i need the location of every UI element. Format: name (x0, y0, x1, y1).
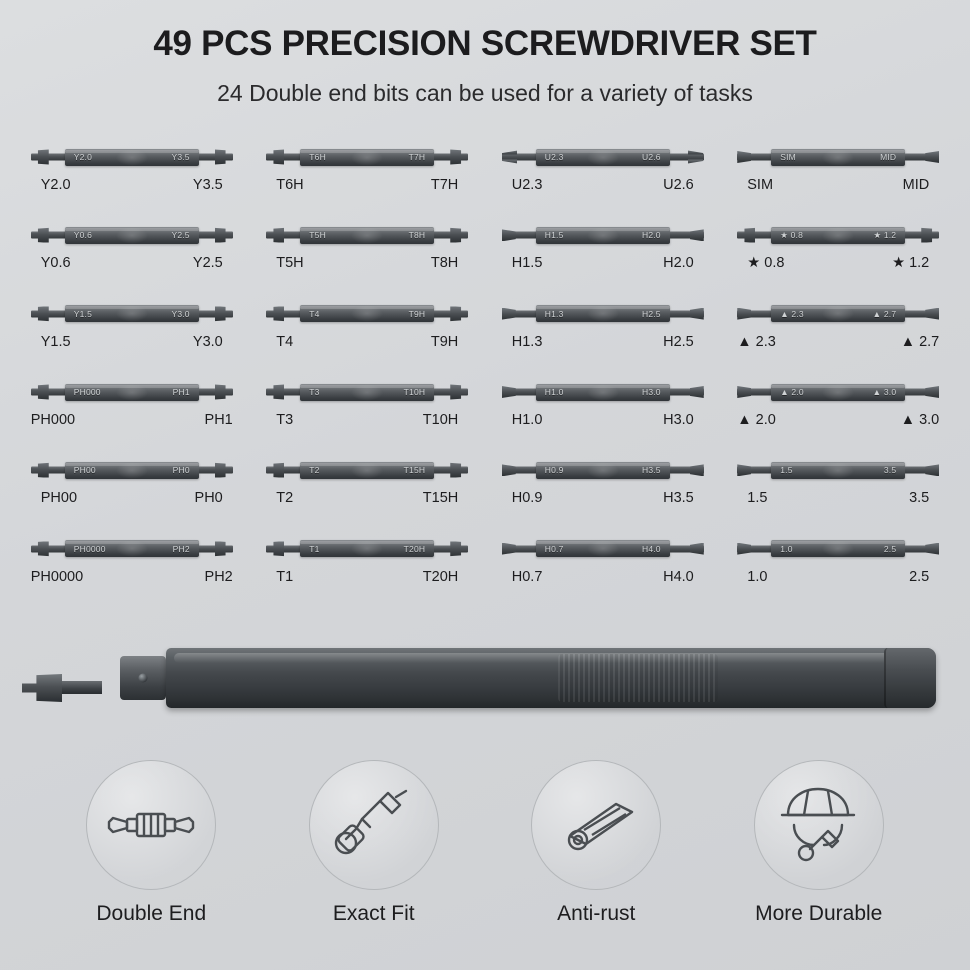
bit-tip-right-icon (199, 149, 233, 166)
bit-etch-right: H3.0 (641, 387, 661, 397)
bit-image (27, 375, 237, 409)
bit-etch-right: 3.5 (883, 465, 897, 476)
bit-tip-right-icon (905, 227, 939, 244)
bit-etch-left: PH00 (73, 465, 96, 476)
bit-etch-left: ▲ 2.0 (780, 387, 804, 397)
bit-label-right: ▲ 3.0 (900, 412, 940, 428)
bit-item (485, 297, 721, 375)
bit-etch-right: PH2 (172, 543, 190, 554)
bit-label-right: Y2.5 (192, 255, 223, 272)
bit-tip-left-icon (737, 462, 771, 479)
bit-image (262, 453, 472, 487)
feature-double-end (56, 760, 246, 926)
bit-tip-right-icon (670, 462, 704, 479)
bit-tip-left-icon (737, 384, 771, 401)
bit-label-right: H3.0 (663, 412, 694, 428)
bit-tip-right-icon (199, 540, 233, 557)
bit-labels (498, 412, 708, 428)
bit-label-left: ▲ 2.3 (737, 333, 776, 350)
bit-label-right: ▲ 2.7 (900, 333, 940, 350)
bit-tip-right-icon (670, 540, 704, 557)
bit-item (14, 453, 250, 531)
bit-labels (262, 334, 472, 350)
bit-label-left: T3 (276, 412, 294, 428)
bit-etch-left: ▲ 2.3 (780, 308, 804, 319)
bit-tip-left-icon (737, 149, 771, 166)
bit-tip-left-icon (502, 149, 536, 166)
bit-etch-right: H4.0 (641, 543, 661, 554)
bit-image (27, 218, 237, 252)
bit-item (721, 140, 957, 218)
double-end-bit-icon (103, 792, 199, 858)
bit-etch-left: Y0.6 (73, 230, 93, 241)
bit-tip-right-icon (434, 149, 468, 166)
bit-tip-right-icon (199, 462, 233, 479)
bit-labels (262, 412, 472, 428)
bit-item (14, 532, 250, 610)
bit-etch-left: T4 (309, 308, 320, 319)
bit-label-right: H2.0 (663, 255, 694, 272)
worker-helmet-icon (770, 785, 868, 865)
page-title: 49 PCS PRECISION SCREWDRIVER SET (153, 24, 817, 63)
bit-etch-right: T20H (403, 543, 426, 554)
bit-label-right: T8H (430, 255, 459, 272)
bit-labels (733, 334, 943, 350)
bit-image (262, 140, 472, 174)
bit-label-left: T1 (276, 568, 294, 585)
bit-etch-left: T1 (309, 543, 320, 554)
bit-image (733, 375, 943, 409)
bit-label-right: T7H (430, 177, 459, 193)
bit-tip-left-icon (31, 149, 65, 166)
feature-label: Anti-rust (557, 902, 636, 925)
handle-grip-texture (558, 654, 718, 702)
feature-label: Double End (96, 902, 207, 925)
bit-etch-right: 2.5 (883, 543, 897, 554)
bit-tip-left-icon (737, 227, 771, 244)
bit-label-right: T9H (430, 333, 459, 350)
bit-image (498, 297, 708, 331)
bit-etch-left: 1.5 (780, 465, 793, 476)
bit-label-left: H1.5 (511, 255, 543, 272)
bit-label-left: Y0.6 (40, 255, 71, 272)
bit-tip-right-icon (670, 227, 704, 244)
bit-label-right: T20H (422, 568, 459, 585)
bit-tip-right-icon (434, 462, 468, 479)
bit-image (498, 532, 708, 566)
bit-labels (27, 412, 237, 428)
bit-item (250, 532, 486, 610)
feature-exact-fit (279, 760, 469, 926)
bit-item (14, 375, 250, 453)
bit-label-left: T6H (276, 177, 304, 193)
bit-label-right: H4.0 (663, 568, 694, 585)
bit-label-right: MID (902, 177, 930, 193)
bit-label-right: 3.5 (909, 490, 930, 507)
bit-item (250, 453, 486, 531)
bit-etch-right: T10H (403, 387, 426, 397)
bit-tip-left-icon (266, 384, 300, 401)
bit-item (14, 140, 250, 218)
bit-image (733, 140, 943, 174)
bit-labels (27, 569, 237, 585)
bit-etch-right: T7H (408, 152, 426, 162)
bit-label-right: 2.5 (909, 568, 930, 585)
bit-item (14, 297, 250, 375)
bit-label-right: H3.5 (663, 490, 694, 507)
bit-tip-right-icon (905, 149, 939, 166)
bit-etch-right: T9H (408, 308, 426, 319)
bit-tip-left-icon (31, 227, 65, 244)
bit-item (721, 532, 957, 610)
bit-labels (733, 569, 943, 585)
bit-tip-right-icon (199, 305, 233, 322)
handle-collar (120, 656, 166, 700)
bit-tip-left-icon (502, 462, 536, 479)
bit-item (721, 375, 957, 453)
bit-label-right: PH1 (204, 412, 233, 428)
bit-label-left: 1.5 (747, 490, 768, 507)
bit-item (14, 218, 250, 296)
bit-labels (27, 177, 237, 193)
feature-circle (754, 760, 884, 890)
bit-labels (498, 569, 708, 585)
bit-label-right: PH0 (194, 490, 223, 507)
bit-etch-left: T6H (309, 152, 326, 162)
bit-image (262, 218, 472, 252)
bit-image (262, 532, 472, 566)
handle-bit-tip-icon (22, 670, 98, 706)
bit-tip-left-icon (266, 149, 300, 166)
feature-row (0, 760, 970, 960)
bit-image (262, 375, 472, 409)
bit-tip-left-icon (31, 462, 65, 479)
bit-tip-right-icon (670, 149, 704, 166)
bit-etch-left: 1.0 (780, 543, 793, 554)
bit-tip-left-icon (502, 305, 536, 322)
bit-labels (262, 490, 472, 506)
bit-etch-left: T3 (309, 387, 320, 397)
bit-label-left: SIM (747, 177, 774, 193)
bit-label-left: H1.3 (511, 333, 543, 350)
bit-label-left: ▲ 2.0 (737, 412, 776, 428)
bit-label-right: PH2 (204, 568, 233, 585)
bit-etch-left: ★ 0.8 (780, 229, 804, 240)
bit-image (27, 532, 237, 566)
bit-tip-left-icon (502, 227, 536, 244)
bit-labels (733, 255, 943, 271)
bit-labels (498, 334, 708, 350)
bit-labels (498, 255, 708, 271)
bit-grid (14, 140, 956, 610)
bit-etch-right: T8H (408, 230, 426, 241)
bit-label-left: ★ 0.8 (747, 255, 785, 272)
bit-etch-left: U2.3 (544, 152, 564, 162)
metal-tube-icon (548, 790, 644, 860)
bit-item (721, 297, 957, 375)
bit-label-left: Y1.5 (40, 333, 71, 350)
bit-image (27, 453, 237, 487)
bit-label-left: PH0000 (30, 568, 84, 585)
bit-etch-right: U2.6 (641, 152, 661, 162)
bit-labels (27, 490, 237, 506)
bit-item (250, 375, 486, 453)
bit-tip-left-icon (266, 540, 300, 557)
bit-label-left: H0.7 (511, 568, 543, 585)
bit-image (733, 532, 943, 566)
bit-tip-left-icon (266, 462, 300, 479)
bit-etch-left: H0.9 (544, 465, 564, 476)
bit-tip-right-icon (670, 384, 704, 401)
bit-image (498, 375, 708, 409)
bit-etch-right: H2.0 (641, 230, 661, 241)
bit-label-left: 1.0 (747, 568, 768, 585)
bit-etch-right: Y2.5 (171, 230, 190, 241)
bit-item (250, 297, 486, 375)
feature-circle (309, 760, 439, 890)
bit-label-left: H0.9 (511, 490, 543, 507)
bit-tip-left-icon (737, 305, 771, 322)
bit-etch-right: H2.5 (641, 308, 661, 319)
bit-tip-left-icon (266, 305, 300, 322)
bit-labels (27, 255, 237, 271)
bit-etch-right: T15H (403, 465, 426, 476)
bit-etch-right: ▲ 2.7 (872, 308, 897, 319)
bit-labels (498, 490, 708, 506)
bit-image (733, 218, 943, 252)
bit-tip-right-icon (434, 227, 468, 244)
bit-label-left: PH00 (40, 490, 78, 507)
bit-image (733, 453, 943, 487)
bit-image (498, 218, 708, 252)
bit-etch-left: PH0000 (73, 543, 106, 554)
feature-circle (86, 760, 216, 890)
bit-label-right: T10H (422, 412, 459, 428)
bit-image (733, 297, 943, 331)
bit-etch-left: H1.3 (544, 308, 564, 319)
bit-tip-left-icon (737, 540, 771, 557)
bit-labels (262, 177, 472, 193)
bit-tip-left-icon (502, 384, 536, 401)
bit-etch-right: ▲ 3.0 (872, 387, 897, 397)
bit-label-right: Y3.0 (192, 333, 223, 350)
bit-item (485, 218, 721, 296)
feature-label: Exact Fit (332, 902, 415, 925)
bit-item (250, 140, 486, 218)
bit-labels (733, 177, 943, 193)
bit-labels (262, 569, 472, 585)
bit-label-right: T15H (422, 490, 459, 507)
bit-image (498, 140, 708, 174)
bit-item (485, 532, 721, 610)
bit-etch-right: PH0 (172, 465, 190, 476)
handle-body (166, 648, 936, 708)
bit-tip-left-icon (266, 227, 300, 244)
page-subtitle: 24 Double end bits can be used for a variety of tasks (217, 80, 753, 106)
bit-tip-right-icon (905, 540, 939, 557)
feature-anti-rust (501, 760, 691, 926)
bit-tip-right-icon (434, 305, 468, 322)
bit-etch-left: T5H (309, 230, 326, 241)
bit-etch-left: Y2.0 (73, 152, 93, 162)
bit-etch-left: T2 (309, 465, 320, 476)
bit-tip-right-icon (434, 540, 468, 557)
bit-labels (733, 490, 943, 506)
bit-labels (27, 334, 237, 350)
bit-tip-right-icon (199, 384, 233, 401)
bit-item (485, 140, 721, 218)
bit-labels (262, 255, 472, 271)
bit-label-right: ★ 1.2 (892, 255, 930, 272)
bit-tip-right-icon (905, 462, 939, 479)
bit-item (721, 453, 957, 531)
bit-label-left: H1.0 (511, 412, 543, 428)
bit-etch-left: Y1.5 (73, 308, 93, 319)
bit-etch-left: PH000 (73, 387, 101, 397)
bit-image (27, 297, 237, 331)
bit-tip-right-icon (905, 384, 939, 401)
bit-etch-right: PH1 (172, 387, 190, 397)
bit-label-right: Y3.5 (192, 177, 223, 193)
bit-tip-right-icon (670, 305, 704, 322)
bit-labels (498, 177, 708, 193)
bit-etch-left: H1.5 (544, 230, 564, 241)
bit-item (485, 375, 721, 453)
bit-etch-left: H0.7 (544, 543, 564, 554)
bit-etch-right: ★ 1.2 (873, 229, 897, 240)
bit-image (262, 297, 472, 331)
bit-etch-right: Y3.0 (171, 308, 190, 319)
bit-tip-left-icon (31, 305, 65, 322)
bit-tip-right-icon (434, 384, 468, 401)
bit-label-left: T5H (276, 255, 304, 272)
feature-more-durable (724, 760, 914, 926)
bit-image (498, 453, 708, 487)
handle-end-cap (884, 648, 936, 708)
feature-circle (531, 760, 661, 890)
bit-label-left: T2 (276, 490, 294, 507)
bit-etch-left: SIM (780, 152, 796, 162)
bit-labels (733, 412, 943, 428)
bit-item (250, 218, 486, 296)
bit-item (721, 218, 957, 296)
bit-tip-left-icon (31, 384, 65, 401)
bit-label-right: U2.6 (663, 177, 694, 193)
bit-etch-right: MID (880, 152, 897, 162)
bit-label-right: H2.5 (663, 333, 694, 350)
bit-etch-left: H1.0 (544, 387, 564, 397)
bit-etch-right: Y3.5 (171, 152, 190, 162)
bit-tip-right-icon (199, 227, 233, 244)
bit-label-left: Y2.0 (40, 177, 71, 193)
bit-label-left: PH000 (30, 412, 76, 428)
bit-tip-left-icon (31, 540, 65, 557)
bit-image (27, 140, 237, 174)
screwdriver-icon (326, 785, 422, 865)
bit-label-left: U2.3 (511, 177, 543, 193)
feature-label: More Durable (755, 902, 883, 925)
bit-tip-right-icon (905, 305, 939, 322)
bit-item (485, 453, 721, 531)
bit-tip-left-icon (502, 540, 536, 557)
bit-etch-right: H3.5 (641, 465, 661, 476)
bit-label-left: T4 (276, 333, 294, 350)
